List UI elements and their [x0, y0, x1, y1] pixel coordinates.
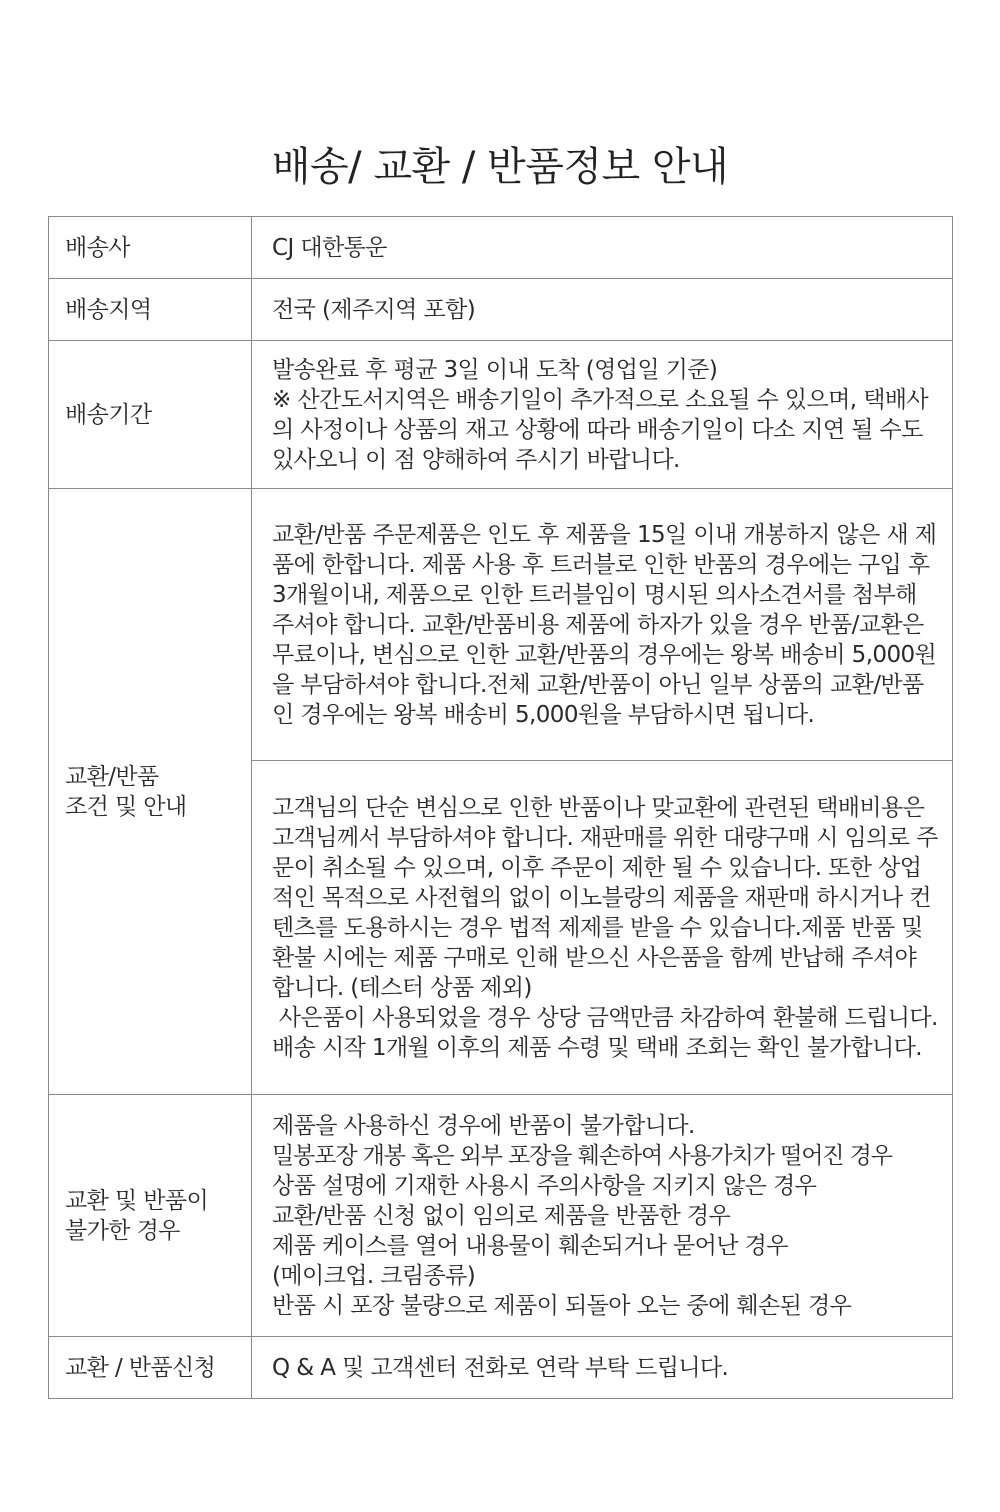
not-allowed-list	[252, 1095, 953, 1337]
carrier-value: CJ 대한통운	[252, 217, 953, 279]
shipping-info-table	[48, 216, 953, 1399]
carrier-label: 배송사	[49, 217, 252, 279]
page-title: 배송/ 교환 / 반품정보 안내	[271, 143, 729, 190]
row-request	[49, 1337, 953, 1399]
not-allowed-label-line-1: 교환 및 반품이	[65, 1187, 209, 1214]
conditions-paragraph-2b: 사은품이 사용되었을 경우 상당 금액만큼 차감하여 환불해 드립니다. 배송 시작 1개월 이후의 제품 수령 및 택배 조회는 확인 불가합니다.	[272, 1004, 945, 1061]
request-value: Q & A 및 고객센터 전화로 연락 부탁 드립니다.	[252, 1337, 953, 1399]
not-allowed-item: 밀봉포장 개봉 혹은 외부 포장을 훼손하여 사용가치가 떨어진 경우	[272, 1142, 892, 1169]
region-label: 배송지역	[49, 279, 252, 341]
region-value: 전국 (제주지역 포함)	[252, 279, 953, 341]
not-allowed-item: 제품을 사용하신 경우에 반품이 불가합니다.	[272, 1112, 695, 1139]
conditions-label-line-2: 조건 및 안내	[65, 793, 187, 820]
request-label: 교환 / 반품신청	[49, 1337, 252, 1399]
not-allowed-label-line-2: 불가한 경우	[65, 1217, 180, 1244]
period-line-2: ※ 산간도서지역은 배송기일이 추가적으로 소요될 수 있으며, 택배사의 사정이나 상품의 재고 상황에 따라 배송기일이 다소 지연 될 수도 있사오니 이 점 양해하여 주시기 바랍니다.	[272, 386, 929, 473]
row-carrier	[49, 217, 953, 279]
row-period	[49, 341, 953, 489]
period-label: 배송기간	[49, 341, 252, 489]
not-allowed-item: (메이크업. 크림종류)	[272, 1262, 476, 1289]
not-allowed-item: 교환/반품 신청 없이 임의로 제품을 반품한 경우	[272, 1202, 731, 1229]
conditions-paragraph-2a: 고객님의 단순 변심으로 인한 반품이나 맞교환에 관련된 택배비용은 고객님께서 부담하셔야 합니다. 재판매를 위한 대량구매 시 임의로 주문이 취소될 수 있으며, 이후 주문이 제한 될 수 있습니다. 또한 상업적인 목적으로 사전협의 없이 이노블랑의 제품을 재판매 하시거나 컨텐츠를 도용하시는 경우 법적 제제를 받을 수 있습니다.제품 반품 및 환불 시에는 제품 구매로 인해 받으신 사은품을 함께 반납해 주셔야 합니다. (테스터 상품 제외)	[272, 794, 938, 1001]
not-allowed-label	[49, 1095, 252, 1337]
conditions-label	[49, 489, 252, 1095]
period-line-1: 발송완료 후 평균 3일 이내 도착 (영업일 기준)	[272, 356, 718, 383]
not-allowed-item: 제품 케이스를 열어 내용물이 훼손되거나 묻어난 경우	[272, 1232, 788, 1259]
conditions-paragraph-2	[252, 761, 953, 1095]
row-conditions-1	[49, 489, 953, 761]
conditions-label-line-1: 교환/반품	[65, 763, 159, 790]
conditions-paragraph-1: 교환/반품 주문제품은 인도 후 제품을 15일 이내 개봉하지 않은 새 제품에 한합니다. 제품 사용 후 트러블로 인한 반품의 경우에는 구입 후 3개월이내, 제품으로 인한 트러블임이 명시된 의사소견서를 첨부해 주셔야 합니다. 교환/반품비용 제품에 하자가 있을 경우 반품/교환은 무료이나, 변심으로 인한 교환/반품의 경우에는 왕복 배송비 5,000원을 부담하셔야 합니다.전체 교환/반품이 아닌 일부 상품의 교환/반품인 경우에는 왕복 배송비 5,000원을 부담하시면 됩니다.	[252, 489, 953, 761]
not-allowed-item: 반품 시 포장 불량으로 제품이 되돌아 오는 중에 훼손된 경우	[272, 1292, 852, 1319]
row-not-allowed	[49, 1095, 953, 1337]
period-value	[252, 341, 953, 489]
row-region	[49, 279, 953, 341]
not-allowed-item: 상품 설명에 기재한 사용시 주의사항을 지키지 않은 경우	[272, 1172, 817, 1199]
